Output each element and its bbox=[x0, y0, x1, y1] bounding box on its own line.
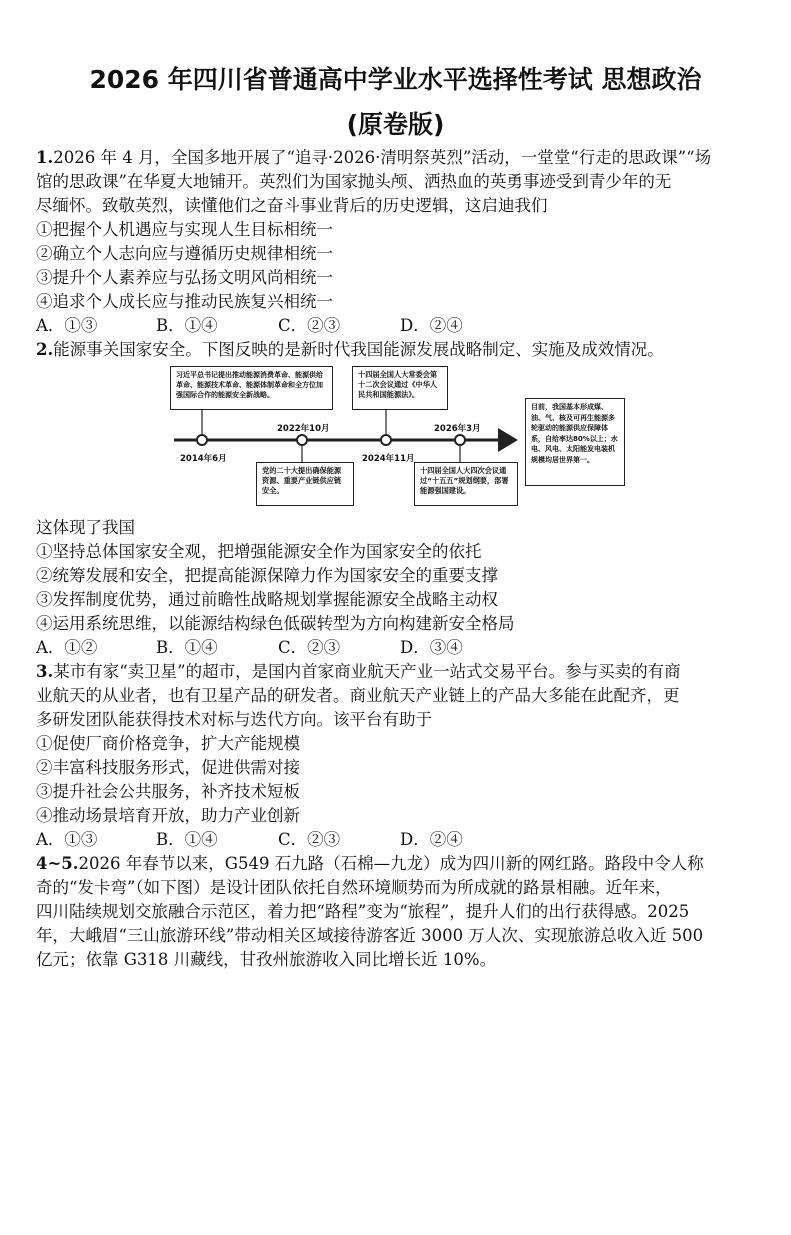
timeline-arrow bbox=[498, 428, 518, 452]
answer-options bbox=[36, 314, 756, 338]
option-b[interactable]: B．①④ bbox=[156, 316, 218, 335]
option-b[interactable]: B．①④ bbox=[156, 638, 218, 657]
timeline-box: 党的二十大提出确保能源资源、重要产业链供应链安全。 bbox=[256, 462, 354, 506]
answer-options bbox=[36, 636, 756, 660]
question-1 bbox=[36, 146, 756, 362]
timeline-node bbox=[381, 435, 391, 445]
option-a[interactable]: A．①③ bbox=[36, 830, 98, 849]
timeline-date: 2024年11月 bbox=[362, 454, 415, 464]
question-stem-line: 4~5.2026 年春节以来，G549 石九路（石棉—九龙）成为四川新的网红路。路段中令人称 bbox=[36, 854, 704, 873]
statement-item: ①坚持总体国家安全观，把增强能源安全作为国家安全的依托 bbox=[36, 542, 482, 561]
energy-timeline-figure bbox=[170, 362, 630, 512]
page-subtitle: (原卷版) bbox=[346, 110, 445, 139]
question-number: 4~5. bbox=[36, 854, 79, 873]
option-c[interactable]: C．②③ bbox=[278, 316, 341, 335]
question-stem-line: 2.能源事关国家安全。下图反映的是新时代我国能源发展战略制定、实施及成效情况。 bbox=[36, 340, 664, 359]
question-lead: 这体现了我国 bbox=[36, 518, 135, 537]
question-stem-line: 业航天的从业者，也有卫星产品的研发者。商业航天产业链上的产品大多能在此配齐，更 bbox=[36, 686, 680, 705]
timeline-node bbox=[197, 435, 207, 445]
option-d[interactable]: D．②④ bbox=[400, 316, 463, 335]
statement-item: ④推动场景培育开放，助力产业创新 bbox=[36, 806, 300, 825]
question-stem-line: 1.2026 年 4 月，全国多地开展了“追寻·2026·清明祭英烈”活动，一堂堂“行走的思政课”“场 bbox=[36, 148, 712, 167]
timeline-node bbox=[297, 435, 307, 445]
statement-item: ②统筹发展和安全，把提高能源保障力作为国家安全的重要支撑 bbox=[36, 566, 498, 585]
question-stem-line: 尽缅怀。致敬英烈，读懂他们之奋斗事业背后的历史逻辑，这启迪我们 bbox=[36, 196, 548, 215]
option-c[interactable]: C．②③ bbox=[278, 830, 341, 849]
question-stem-line: 多研发团队能获得技术对标与迭代方向。该平台有助于 bbox=[36, 710, 432, 729]
question-stem-line: 3.某市有家“卖卫星”的超市，是国内首家商业航天产业一站式交易平台。参与买卖的有商 bbox=[36, 662, 681, 681]
question-stem-line: 馆的思政课”在华夏大地铺开。英烈们为国家抛头颅、洒热血的英勇事迹受到青少年的无 bbox=[36, 172, 672, 191]
statement-item: ③提升社会公共服务，补齐技术短板 bbox=[36, 782, 300, 801]
timeline-box: 习近平总书记提出推动能源消费革命、能源供给革命、能源技术革命、能源体制革命和全方位加强国际合作的能源安全新战略。 bbox=[170, 366, 333, 410]
timeline-box: 十四届全国人大常委会第十二次会议通过《中华人民共和国能源法》。 bbox=[352, 366, 448, 410]
timeline-date: 2022年10月 bbox=[277, 424, 330, 434]
statement-item: ②丰富科技服务形式，促进供需对接 bbox=[36, 758, 300, 777]
timeline-box: 十四届全国人大四次会议通过“十五五”规划纲要，部署能源强国建设。 bbox=[414, 462, 518, 506]
timeline-node bbox=[455, 435, 465, 445]
statement-item: ③提升个人素养应与弘扬文明风尚相统一 bbox=[36, 268, 333, 287]
question-2-body bbox=[36, 516, 756, 972]
statement-item: ④追求个人成长应与推动民族复兴相统一 bbox=[36, 292, 333, 311]
option-b[interactable]: B．①④ bbox=[156, 830, 218, 849]
question-number: 1. bbox=[36, 148, 54, 167]
question-number: 3. bbox=[36, 662, 54, 681]
option-c[interactable]: C．②③ bbox=[278, 638, 341, 657]
timeline-date: 2026年3月 bbox=[434, 424, 481, 434]
statement-item: ②确立个人志向应与遵循历史规律相统一 bbox=[36, 244, 333, 263]
page-title: 2026 年四川省普通高中学业水平选择性考试 思想政治 bbox=[89, 65, 702, 94]
question-stem-line: 亿元；依靠 G318 川藏线，甘孜州旅游收入同比增长近 10%。 bbox=[36, 950, 497, 969]
option-a[interactable]: A．①③ bbox=[36, 316, 98, 335]
statement-item: ①促使厂商价格竞争，扩大产能规模 bbox=[36, 734, 300, 753]
statement-item: ③发挥制度优势，通过前瞻性战略规划掌握能源安全战略主动权 bbox=[36, 590, 498, 609]
statement-item: ①把握个人机遇应与实现人生目标相统一 bbox=[36, 220, 333, 239]
option-d[interactable]: D．③④ bbox=[400, 638, 463, 657]
option-d[interactable]: D．②④ bbox=[400, 830, 463, 849]
timeline-date: 2014年6月 bbox=[180, 454, 227, 464]
question-stem-line: 四川陆续规划交旅融合示范区，着力把“路程”变为“旅程”，提升人们的出行获得感。2025 bbox=[36, 902, 690, 921]
option-a[interactable]: A．①② bbox=[36, 638, 98, 657]
question-stem-line: 奇的“发卡弯”（如下图）是设计团队依托自然环境顺势而为所成就的路景相融。近年来， bbox=[36, 878, 672, 897]
answer-options bbox=[36, 828, 756, 852]
timeline-box: 目前，我国基本形成煤、油、气、核及可再生能源多轮驱动的能源供应保障体系，自给率达80%以上；水电、风电、太阳能发电装机规模均居世界第一。 bbox=[525, 398, 625, 486]
question-stem-line: 年，大峨眉“三山旅游环线”带动相关区域接待游客近 3000 万人次、实现旅游总收入近 500 bbox=[36, 926, 704, 945]
statement-item: ④运用系统思维，以能源结构绿色低碳转型为方向构建新安全格局 bbox=[36, 614, 515, 633]
question-number: 2. bbox=[36, 340, 54, 359]
